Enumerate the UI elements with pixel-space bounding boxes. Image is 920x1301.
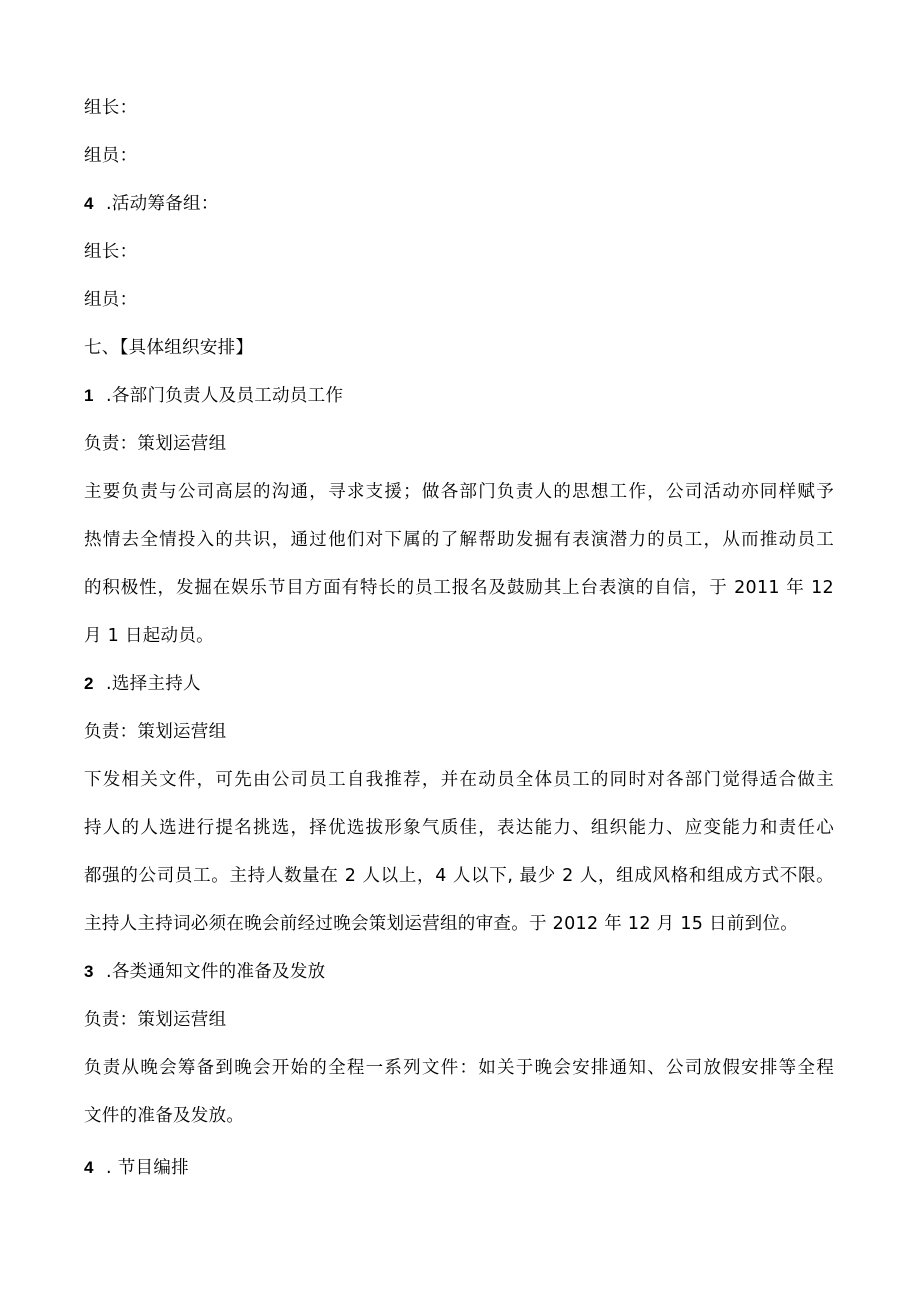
heading-program-arrangement: 4 . 节目编排 bbox=[84, 1158, 189, 1178]
list-number: 3 bbox=[84, 962, 94, 981]
list-number: 2 bbox=[84, 674, 94, 693]
section-heading-organization: 七、【具体组织安排】 bbox=[84, 338, 254, 358]
responsible-label-2: 负责：策划运营组 bbox=[84, 722, 227, 742]
list-number: 1 bbox=[84, 386, 94, 405]
heading-mobilization: 1 .各部门负责人及员工动员工作 bbox=[84, 386, 344, 406]
paragraph-line: 热情去全情投入的共识，通过他们对下属的了解帮助发掘有表演潜力的员工，从而推动员工 bbox=[84, 530, 834, 550]
paragraph-line: 下发相关文件，可先由公司员工自我推荐，并在动员全体员工的同时对各部门觉得适合做主 bbox=[84, 770, 834, 790]
paragraph-line: 的积极性，发掘在娱乐节目方面有特长的员工报名及鼓励其上台表演的自信，于 2011 年 12 bbox=[84, 578, 834, 598]
paragraph-line: 文件的准备及发放。 bbox=[84, 1106, 245, 1126]
heading-activity-prep-group: 4 .活动筹备组： bbox=[84, 194, 219, 214]
group-member-label-2: 组员： bbox=[84, 290, 138, 310]
responsible-label-1: 负责：策划运营组 bbox=[84, 434, 227, 454]
paragraph-line: 月 1 日起动员。 bbox=[84, 626, 214, 646]
list-number: 4 bbox=[84, 1158, 94, 1177]
paragraph-line: 主要负责与公司高层的沟通，寻求支援；做各部门负责人的思想工作，公司活动亦同样赋予 bbox=[84, 482, 834, 502]
list-number: 4 bbox=[84, 194, 94, 213]
heading-select-host: 2 .选择主持人 bbox=[84, 674, 201, 694]
paragraph-line: 持人的人选进行提名挑选，择优选拔形象气质佳，表达能力、组织能力、应变能力和责任心 bbox=[84, 818, 834, 838]
responsible-label-3: 负责：策划运营组 bbox=[84, 1010, 227, 1030]
group-leader-label-2: 组长： bbox=[84, 242, 138, 262]
paragraph-line: 主持人主持词必须在晚会前经过晚会策划运营组的审查。于 2012 年 12 月 15 日前到位。 bbox=[84, 914, 799, 934]
paragraph-line: 负责从晚会筹备到晚会开始的全程一系列文件：如关于晚会安排通知、公司放假安排等全程 bbox=[84, 1058, 834, 1078]
paragraph-line: 都强的公司员工。主持人数量在 2 人以上，4 人以下, 最少 2 人，组成风格和组成方式不限。 bbox=[84, 866, 834, 886]
group-member-label-1: 组员： bbox=[84, 146, 138, 166]
group-leader-label-1: 组长： bbox=[84, 98, 138, 118]
heading-notice-files: 3 .各类通知文件的准备及发放 bbox=[84, 962, 326, 982]
